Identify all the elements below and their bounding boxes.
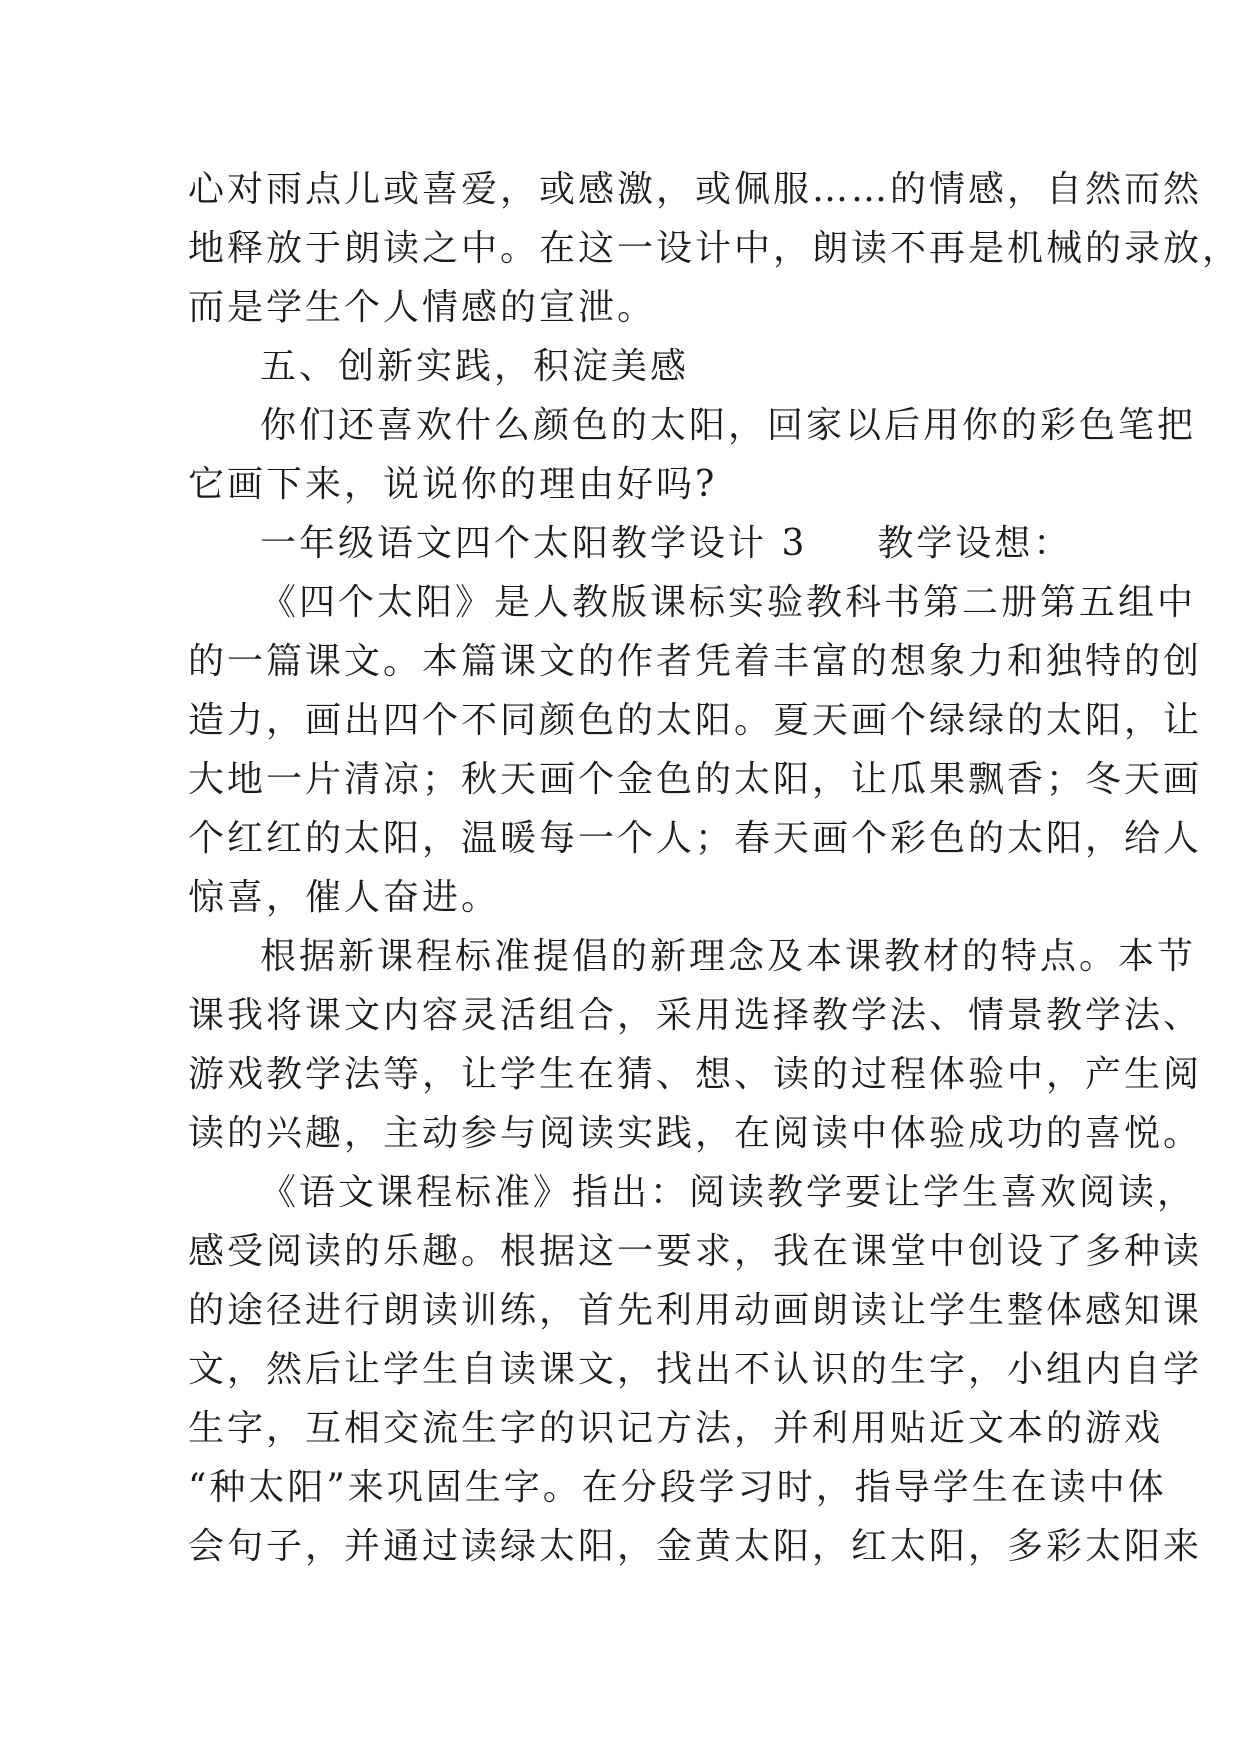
text-line: 《四个太阳》是人教版课标实验教科书第二册第五组中 <box>260 582 1197 623</box>
text-line: 个红红的太阳，温暖每一个人；春天画个彩色的太阳，给人 <box>188 818 1203 859</box>
section-heading: 五、创新实践，积淀美感 <box>260 346 690 387</box>
text-line: 《语文课程标准》指出：阅读教学要让学生喜欢阅读， <box>260 1172 1197 1213</box>
text-line: 的一篇课文。本篇课文的作者凭着丰富的想象力和独特的创 <box>188 641 1203 682</box>
text-line: 惊喜，催人奋进。 <box>188 877 501 918</box>
text-line: 它画下来，说说你的理由好吗? <box>188 464 718 505</box>
text-line: 游戏教学法等，让学生在猜、想、读的过程体验中，产生阅 <box>188 1054 1203 1095</box>
text-line: 文，然后让学生自读课文，找出不认识的生字，小组内自学 <box>188 1349 1203 1390</box>
text-line: 大地一片清凉；秋天画个金色的太阳，让瓜果飘香；冬天画 <box>188 759 1203 800</box>
text-line: 的途径进行朗读训练，首先利用动画朗读让学生整体感知课 <box>188 1290 1203 1331</box>
design-title-line <box>188 514 1073 573</box>
text-line: 根据新课程标准提倡的新理念及本课教材的特点。本节 <box>260 936 1197 977</box>
text-line: 读的兴趣，主动参与阅读实践，在阅读中体验成功的喜悦。 <box>188 1113 1203 1154</box>
text-line: 地释放于朗读之中。在这一设计中，朗读不再是机械的录放， <box>188 228 1241 269</box>
text-line: 你们还喜欢什么颜色的太阳，回家以后用你的彩色笔把 <box>260 405 1197 446</box>
text-line: 会句子，并通过读绿太阳，金黄太阳，红太阳，多彩太阳来 <box>188 1526 1203 1567</box>
text-line: 生字，互相交流生字的识记方法，并利用贴近文本的游戏 <box>188 1408 1164 1449</box>
text-line: 而是学生个人情感的宣泄。 <box>188 287 657 328</box>
document-body <box>188 160 1241 1576</box>
text-line: 心对雨点儿或喜爱，或感激，或佩服……的情感，自然而然 <box>188 169 1203 210</box>
text-line: 感受阅读的乐趣。根据这一要求，我在课堂中创设了多种读 <box>188 1231 1203 1272</box>
text-line: 造力，画出四个不同颜色的太阳。夏天画个绿绿的太阳，让 <box>188 700 1203 741</box>
text-line: “种太阳”来巩固生字。在分段学习时，指导学生在读中体 <box>188 1467 1167 1508</box>
design-subtitle: 教学设想： <box>877 523 1073 564</box>
text-line: 课我将课文内容灵活组合，采用选择教学法、情景教学法、 <box>188 995 1203 1036</box>
design-title: 一年级语文四个太阳教学设计 3 <box>260 523 808 564</box>
